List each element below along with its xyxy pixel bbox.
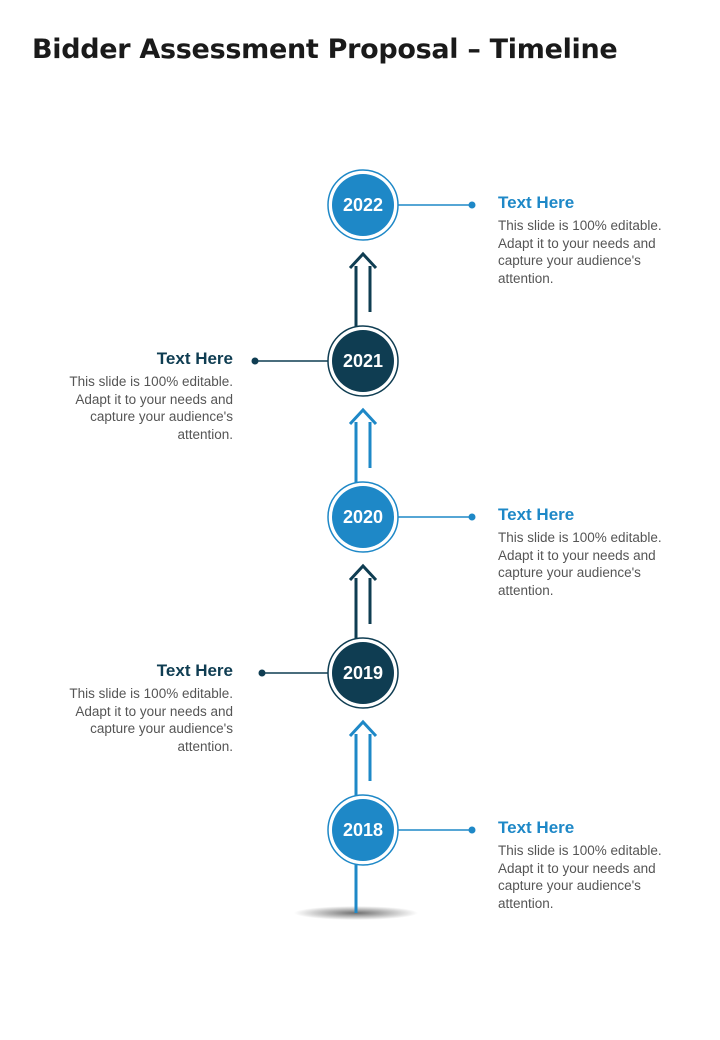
milestone-text-2018 bbox=[498, 818, 668, 912]
milestone-description: This slide is 100% editable. Adapt it to your needs and capture your audience's attention. bbox=[498, 530, 662, 598]
milestone-node-2019 bbox=[328, 638, 398, 708]
milestone-heading: Text Here bbox=[498, 193, 575, 212]
year-label: 2018 bbox=[342, 820, 384, 840]
milestone-node-2022 bbox=[328, 170, 398, 240]
milestone-description: This slide is 100% editable. Adapt it to your needs and capture your audience's attention. bbox=[69, 686, 233, 754]
milestone-text-2020 bbox=[498, 505, 668, 599]
milestone-heading: Text Here bbox=[156, 661, 233, 680]
milestone-heading: Text Here bbox=[498, 505, 575, 524]
milestone-description: This slide is 100% editable. Adapt it to your needs and capture your audience's attention. bbox=[69, 374, 233, 442]
milestone-node-2018 bbox=[328, 795, 398, 865]
timeline-arrow bbox=[350, 722, 376, 799]
page-title: Bidder Assessment Proposal – Timeline bbox=[32, 34, 618, 65]
milestone-description: This slide is 100% editable. Adapt it to your needs and capture your audience's attention. bbox=[498, 843, 662, 911]
milestone-node-2021 bbox=[328, 326, 398, 396]
milestone-heading: Text Here bbox=[498, 818, 575, 837]
year-label: 2021 bbox=[342, 351, 384, 371]
milestone-text-2022 bbox=[498, 193, 668, 287]
year-label: 2019 bbox=[342, 663, 384, 683]
milestone-text-2019 bbox=[63, 661, 233, 755]
milestone-description: This slide is 100% editable. Adapt it to your needs and capture your audience's attention. bbox=[498, 218, 662, 286]
timeline-arrow bbox=[350, 566, 376, 642]
connector-dot bbox=[469, 514, 476, 521]
connector-dot bbox=[469, 202, 476, 209]
connector-dot bbox=[469, 827, 476, 834]
milestone-heading: Text Here bbox=[156, 349, 233, 368]
year-label: 2022 bbox=[342, 195, 384, 215]
milestone-text-2021 bbox=[63, 349, 233, 443]
connector-dot bbox=[259, 670, 266, 677]
timeline-arrow bbox=[350, 410, 376, 486]
connector-dot bbox=[252, 358, 259, 365]
timeline-arrow bbox=[350, 254, 376, 330]
milestone-node-2020 bbox=[328, 482, 398, 552]
year-label: 2020 bbox=[342, 507, 384, 527]
